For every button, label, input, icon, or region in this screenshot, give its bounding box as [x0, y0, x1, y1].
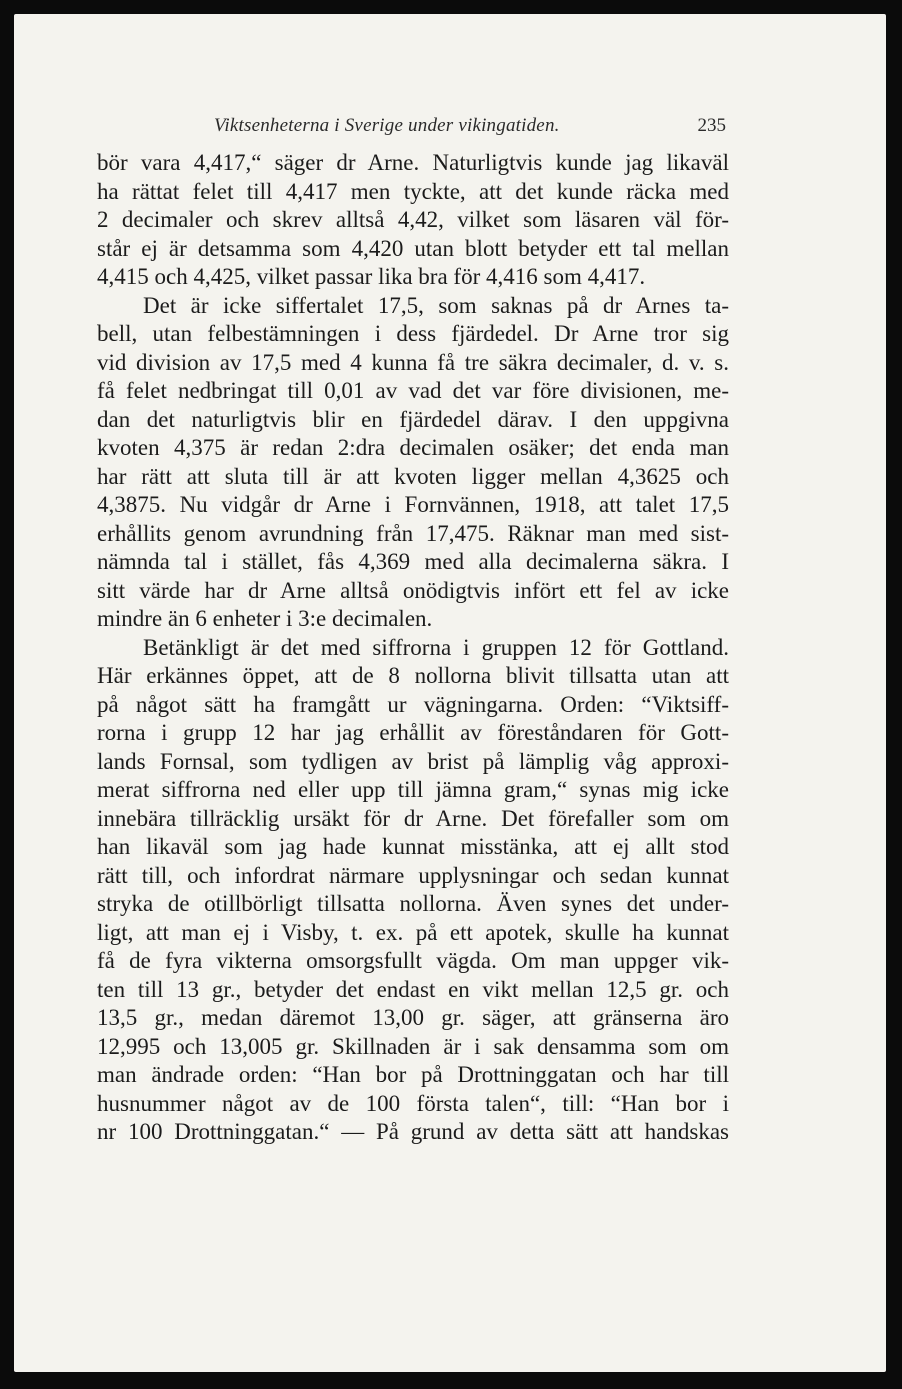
- text-line: 4,415 och 4,425, vilket passar lika bra för 4,416 som 4,417.: [97, 264, 646, 289]
- text-line: man ändrade orden: “Han bor på Drottninggatan och har till: [97, 1062, 729, 1087]
- text-line: få de fyra vikterna omsorgsfullt vägda. Om man uppger vik-: [97, 948, 729, 973]
- text-line: mindre än 6 enheter i 3:e decimalen.: [97, 606, 433, 631]
- text-line: ten till 13 gr., betyder det endast en vikt mellan 12,5 gr. och: [97, 976, 729, 1002]
- text-line: sitt värde har dr Arne alltså onödigtvis infört ett fel av icke: [97, 577, 729, 603]
- text-line: han likaväl som jag hade kunnat misstänka, att ej allt stod: [97, 834, 729, 859]
- text-line: 2 decimaler och skrev alltså 4,42, vilket som läsaren väl för-: [97, 207, 729, 232]
- text-line: lands Fornsal, som tydligen av brist på lämplig våg approxi-: [97, 748, 729, 774]
- text-line: dan det naturligtvis blir en fjärdedel därav. I den uppgivna: [97, 406, 729, 432]
- text-line: kvoten 4,375 är redan 2:dra decimalen osäker; det enda man: [97, 435, 729, 460]
- text-line: står ej är detsamma som 4,420 utan blott betyder ett tal mellan: [97, 235, 729, 261]
- text-line: har rätt att sluta till är att kvoten ligger mellan 4,3625 och: [97, 463, 729, 489]
- text-line: husnummer något av de 100 första talen“, till: “Han bor i: [97, 1090, 729, 1116]
- text-line: Här erkännes öppet, att de 8 nollorna blivit tillsatta utan att: [97, 663, 729, 688]
- text-line: bell, utan felbestämningen i dess fjärdedel. Dr Arne tror sig: [97, 321, 729, 346]
- text-line: 13,5 gr., medan däremot 13,00 gr. säger, att gränserna äro: [97, 1005, 729, 1030]
- text-line: få felet nedbringat till 0,01 av vad det var före divisionen, me-: [97, 378, 729, 403]
- text-line: vid division av 17,5 med 4 kunna få tre säkra decimaler, d. v. s.: [97, 349, 729, 375]
- page-number: 235: [697, 115, 726, 136]
- text-line: stryka de otillbörligt tillsatta nollorna. Även synes det under-: [97, 891, 729, 916]
- text-line: rorna i grupp 12 har jag erhållit av föreståndaren för Gott-: [97, 720, 729, 745]
- text-line: 4,3875. Nu vidgår dr Arne i Fornvännen, 1918, att talet 17,5: [97, 492, 729, 517]
- body-text: [97, 149, 729, 1147]
- book-page: [14, 14, 886, 1372]
- running-head: [14, 115, 886, 139]
- text-line: nämnda tal i stället, fås 4,369 med alla decimalerna säkra. I: [97, 549, 729, 574]
- running-title: Viktsenheterna i Sverige under vikingatiden.: [214, 115, 560, 136]
- text-line: rätt till, och infordrat närmare upplysningar och sedan kunnat: [97, 862, 729, 888]
- text-line: Betänkligt är det med siffrorna i gruppen 12 för Gottland.: [143, 634, 729, 660]
- text-line: bör vara 4,417,“ säger dr Arne. Naturligtvis kunde jag likaväl: [97, 150, 729, 175]
- text-line: 12,995 och 13,005 gr. Skillnaden är i sak densamma som om: [97, 1033, 729, 1059]
- text-line: innebära tillräcklig ursäkt för dr Arne. Det förefaller som om: [97, 805, 729, 831]
- text-line: ligt, att man ej i Visby, t. ex. på ett apotek, skulle ha kunnat: [97, 919, 729, 945]
- text-line: nr 100 Drottninggatan.“ — På grund av detta sätt att handskas: [97, 1119, 729, 1144]
- text-line: Det är icke siffertalet 17,5, som saknas på dr Arnes ta-: [143, 292, 729, 318]
- text-line: på något sätt ha framgått ur vägningarna. Orden: “Viktsiff-: [97, 691, 729, 717]
- text-line: ha rättat felet till 4,417 men tyckte, att det kunde räcka med: [97, 178, 729, 204]
- text-line: merat siffrorna ned eller upp till jämna gram,“ synas mig icke: [97, 777, 729, 802]
- text-line: erhållits genom avrundning från 17,475. Räknar man med sist-: [97, 520, 729, 546]
